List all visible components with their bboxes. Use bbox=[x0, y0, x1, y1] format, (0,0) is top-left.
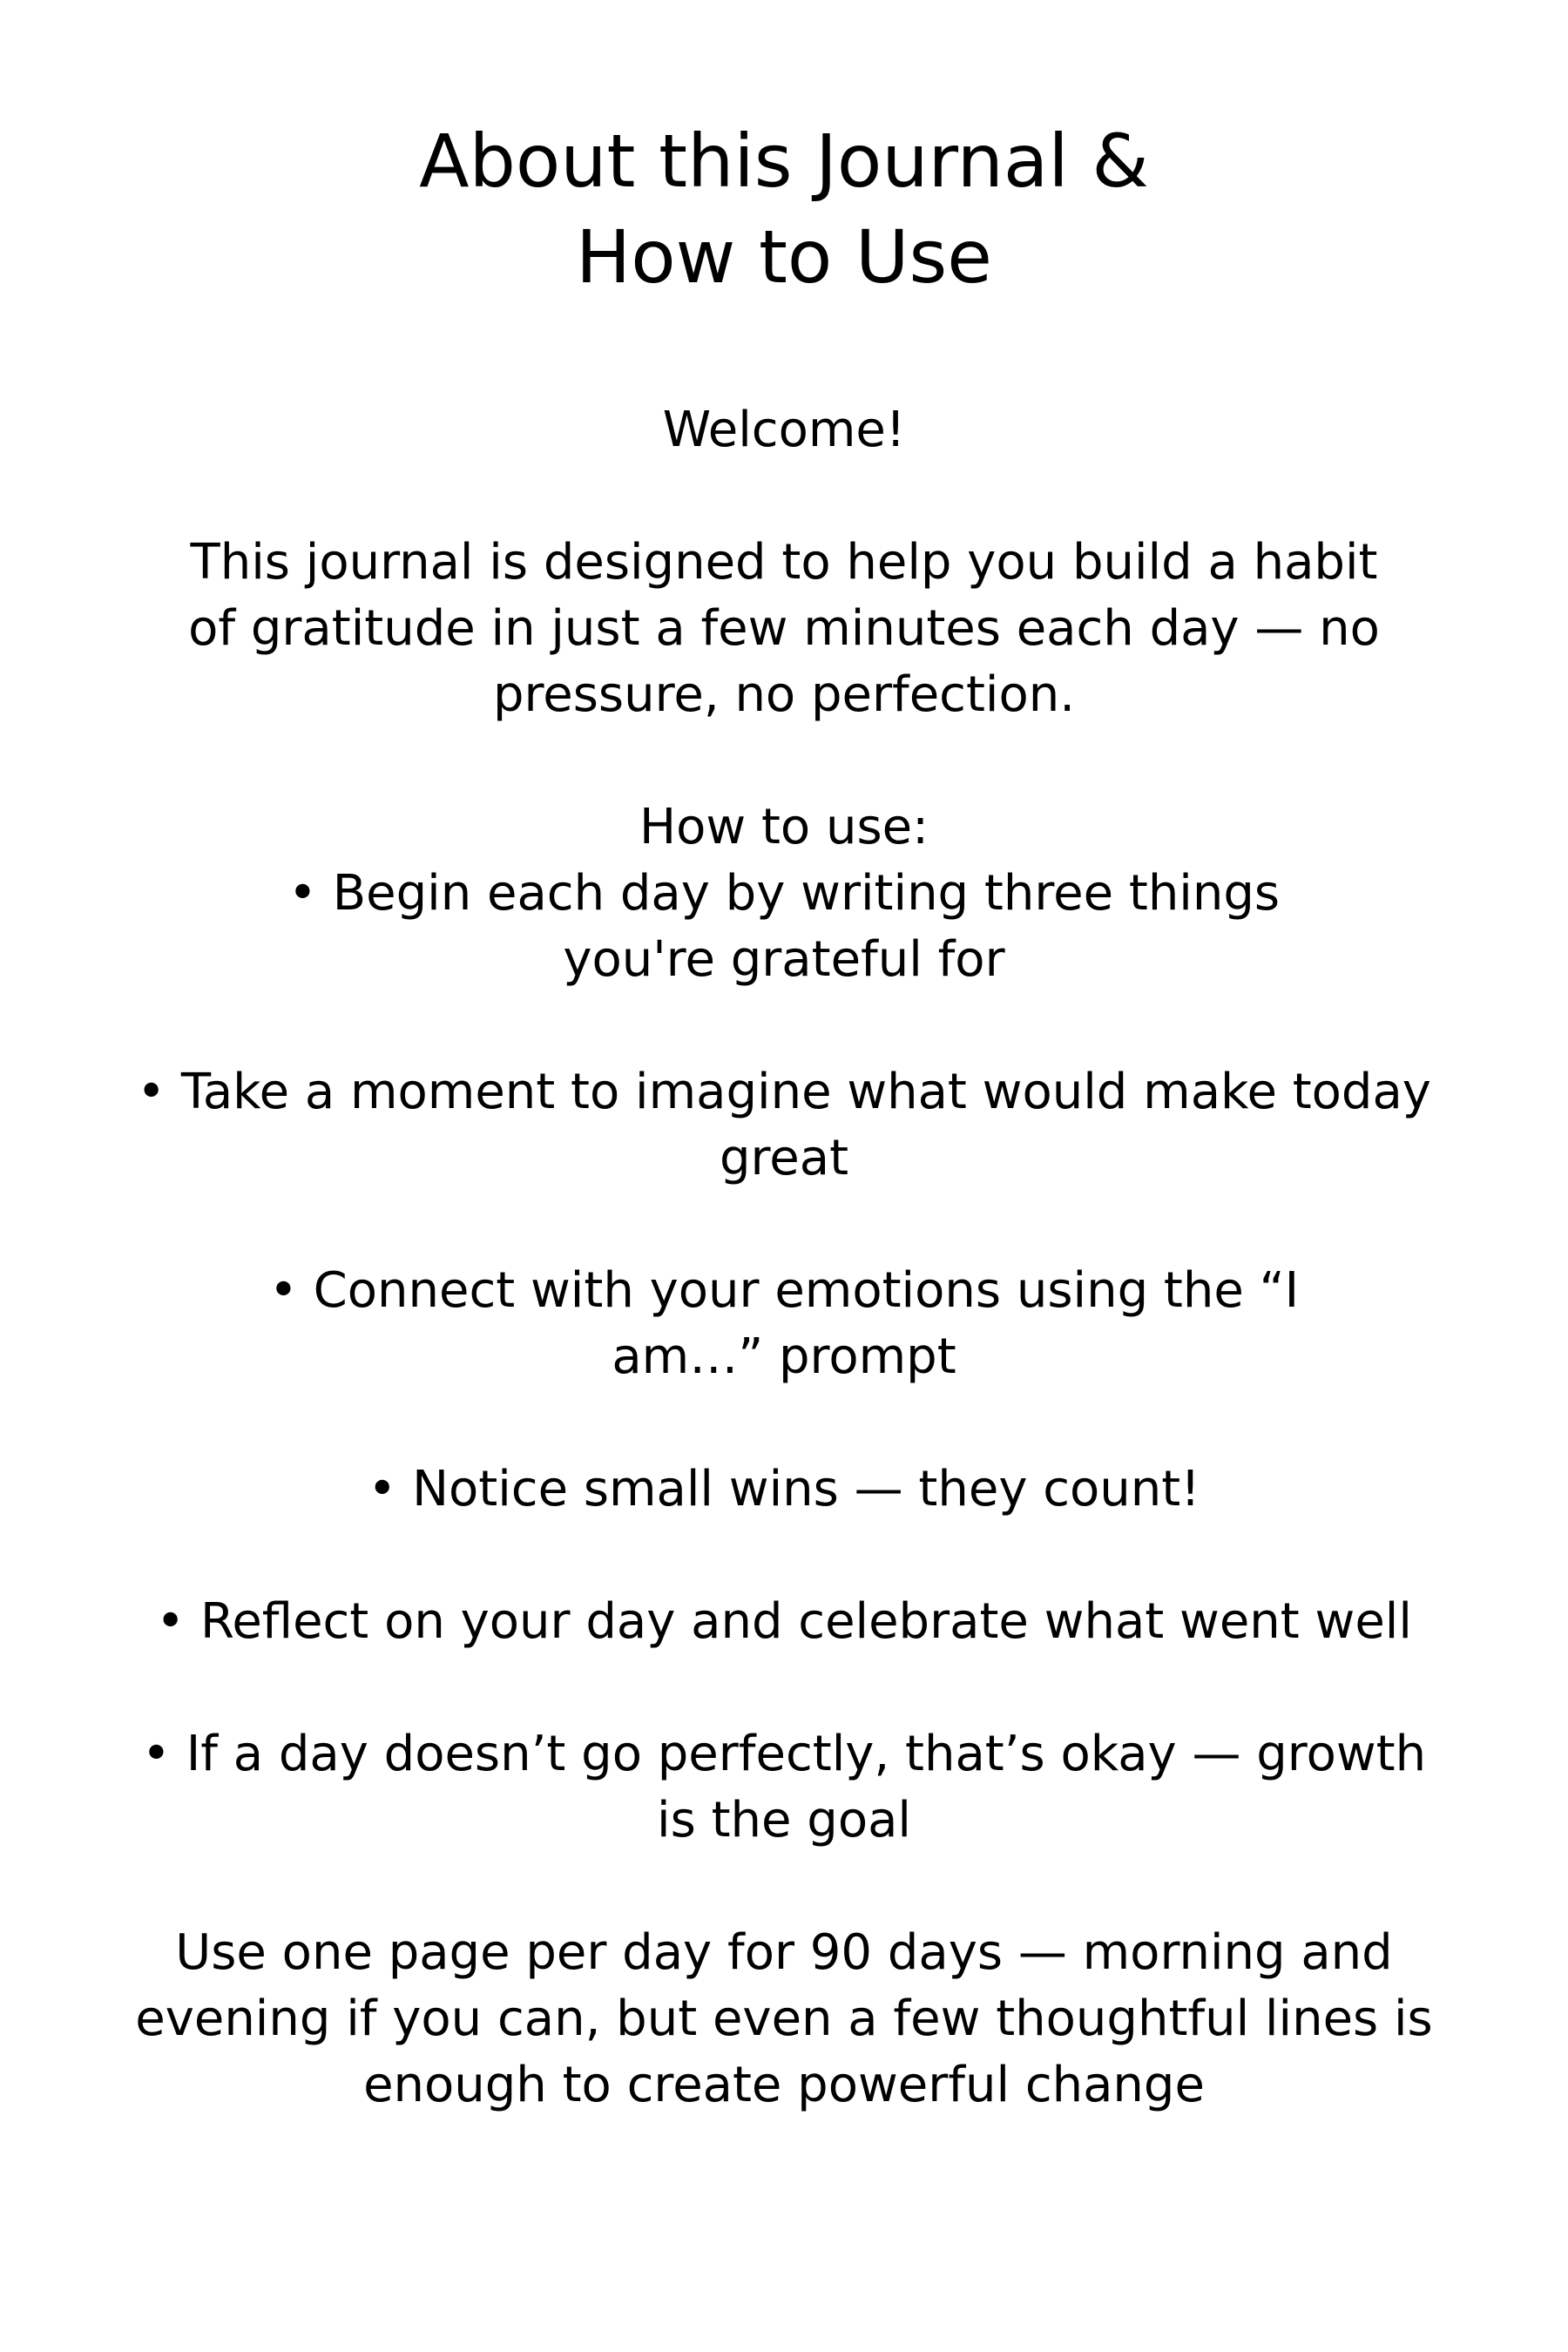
list-item: • Reflect on your day and celebrate what went well bbox=[156, 1593, 1412, 1650]
list-item: • Begin each day by writing three things you're grateful for bbox=[287, 865, 1281, 988]
page-title bbox=[0, 113, 1568, 305]
closing-paragraph: Use one page per day for 90 days — morning and evening if you can, but even a few thoughtful lines is enough to create powerful change bbox=[135, 1924, 1433, 2113]
how-to-use-list bbox=[131, 861, 1437, 1920]
list-item: • If a day doesn’t go perfectly, that’s okay — growth is the goal bbox=[141, 1726, 1427, 1848]
how-to-use-heading: How to use: bbox=[639, 799, 929, 855]
page-title-line-1: About this Journal & bbox=[419, 118, 1149, 204]
welcome-text: Welcome! bbox=[662, 402, 906, 458]
page-title-line-2: How to Use bbox=[576, 214, 992, 300]
list-item: • Notice small wins — they count! bbox=[368, 1461, 1200, 1517]
list-item: • Take a moment to imagine what would make today great bbox=[137, 1064, 1431, 1186]
list-item: • Connect with your emotions using the “I am…” prompt bbox=[268, 1262, 1300, 1385]
intro-paragraph: This journal is designed to help you build a habit of gratitude in just a few minutes each day — no pressure, no perfection. bbox=[188, 534, 1380, 723]
